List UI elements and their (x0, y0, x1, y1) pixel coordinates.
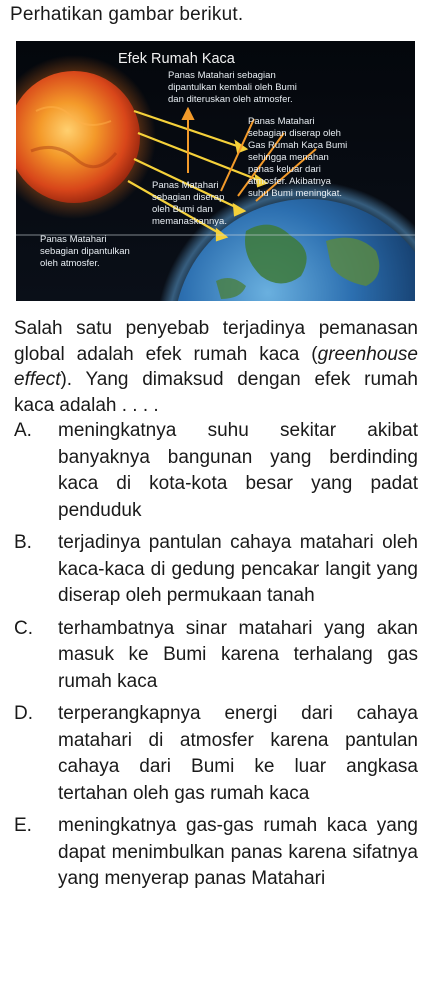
label-left-2: sebagian dipantulkan (40, 246, 130, 257)
label-right-5: panas keluar dari (248, 164, 321, 175)
label-top-3: dan diteruskan oleh atmosfer. (168, 94, 293, 105)
label-top-2: dipantulkan kembali oleh Bumi (168, 82, 297, 93)
label-right-1: Panas Matahari (248, 116, 315, 127)
greenhouse-diagram (16, 41, 415, 301)
label-right-7: suhu Bumi meningkat. (248, 188, 342, 199)
option-text: meningkatnya suhu sekitar akibat banyaknya bangunan yang berdinding kaca di kota-kota besar yang padat penduduk (58, 420, 418, 521)
label-right-2: sebagian diserap oleh (248, 128, 341, 139)
label-center-3: oleh Bumi dan (152, 204, 213, 215)
option-text: terjadinya pantulan cahaya matahari oleh kaca-kaca di gedung pencakar langit yang diserap oleh permukaan tanah (58, 532, 418, 606)
question-part-1: Salah satu penyebab terjadinya pemanasan global adalah efek rumah kaca ( (14, 318, 418, 365)
option-c[interactable] (14, 616, 418, 696)
option-text: terhambatnya sinar matahari yang akan masuk ke Bumi karena terhalang gas rumah kaca (58, 617, 418, 692)
option-letter: E. (14, 815, 32, 836)
label-right-4: sehingga menahan (248, 152, 329, 163)
label-center-2: sebagian diserap (152, 192, 225, 203)
option-letter: B. (14, 532, 32, 553)
question-part-2: ). Yang dimaksud dengan efek rumah kaca adalah . . . . (14, 369, 418, 416)
option-d[interactable] (14, 701, 418, 807)
figure-title: Efek Rumah Kaca (118, 51, 235, 67)
option-b[interactable] (14, 530, 418, 610)
label-center-4: memanaskannya. (152, 216, 227, 227)
label-center-1: Panas Matahari (152, 180, 219, 191)
answer-options (14, 418, 418, 899)
option-letter: D. (14, 703, 33, 724)
question-text (14, 316, 418, 418)
label-right-3: Gas Rumah Kaca Bumi (248, 140, 348, 151)
option-text: terperangkapnya energi dari cahaya matahari di atmosfer karena pantulan cahaya dari Bumi ke luar angkasa tertahan oleh gas rumah kaca (58, 703, 418, 804)
label-left-3: oleh atmosfer. (40, 258, 100, 269)
option-text: meningkatnya gas-gas rumah kaca yang dapat menimbulkan panas karena sifatnya yang menyerap panas Matahari (58, 815, 418, 889)
question-emphasis: greenhouse effect (14, 343, 418, 390)
option-letter: A. (14, 420, 32, 441)
label-top-1: Panas Matahari sebagian (168, 70, 276, 81)
greenhouse-effect-figure (16, 41, 415, 301)
option-e[interactable] (14, 813, 418, 893)
option-a[interactable] (14, 418, 418, 524)
option-letter: C. (14, 617, 33, 639)
label-left-1: Panas Matahari (40, 234, 107, 245)
label-right-6: atmosfer. Akibatnya (248, 176, 331, 187)
intro-text: Perhatikan gambar berikut. (10, 4, 244, 25)
